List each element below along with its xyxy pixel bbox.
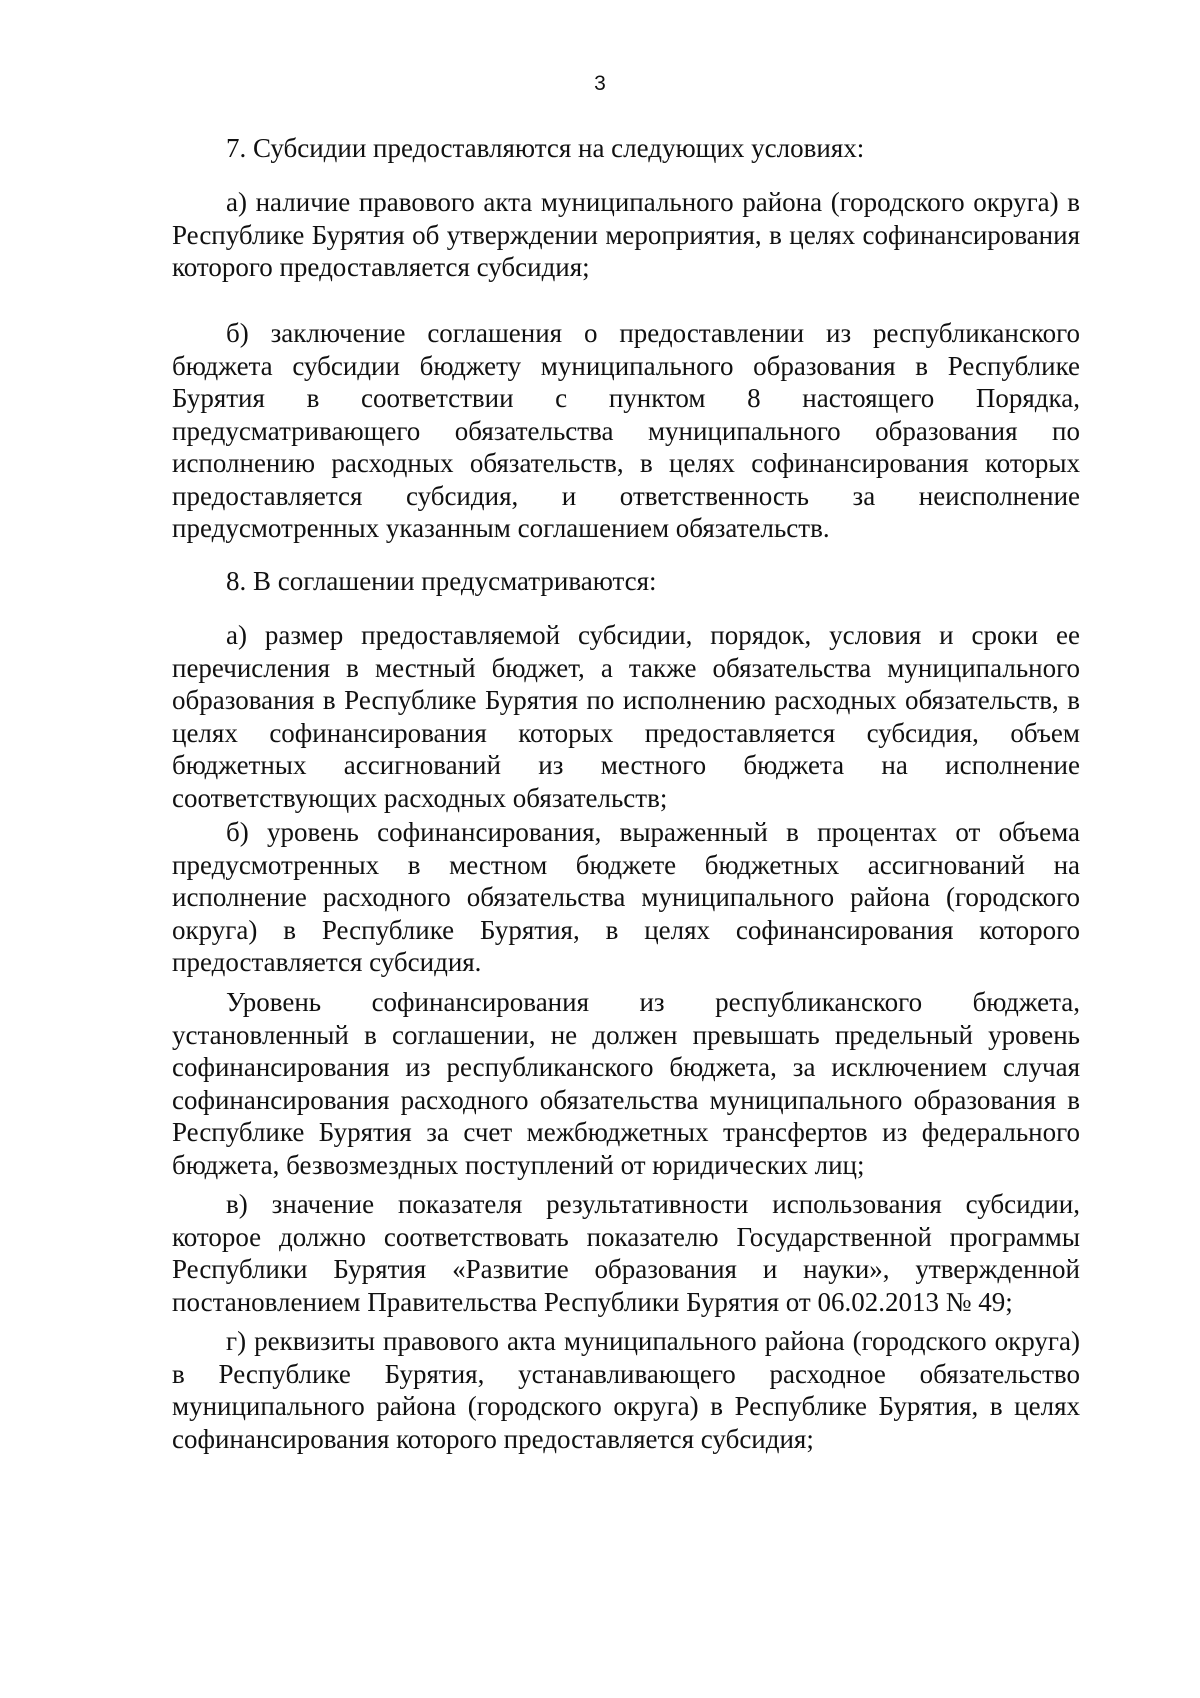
paragraph-8-heading: 8. В соглашении предусматриваются: xyxy=(226,566,657,596)
paragraph-8-item-a: а) размер предоставляемой субсидии, порядок, условия и сроки ее перечисления в местный бюджет, а также обязательства муниципального образования в Республике Бурятия по исполнению расходных обязательств, в целях софинансирования которых предоставляется субсидия, объем бюджетных ассигнований из местного бюджета на исполнение соответствующих расходных обязательств; xyxy=(172,620,1080,813)
paragraph-8-item-g: г) реквизиты правового акта муниципального района (городского округа) в Республике Бурятия, устанавливающего расходное обязательство муниципального района (городского округа) в Республике Бурятия, в целях софинансирования которого предоставляется субсидия; xyxy=(172,1326,1080,1454)
paragraph-7-item-b: б) заключение соглашения о предоставлении из республиканского бюджета субсидии бюджету муниципального образования в Республике Бурятия в соответствии с пунктом 8 настоящего Порядка, предусматривающего обязательства муниципального образования по исполнению расходных обязательств, в целях софинансирования которых предоставляется субсидия, и ответственность за неисполнение предусмотренных указанным соглашением обязательств. xyxy=(172,318,1080,543)
paragraph-7-heading: 7. Субсидии предоставляются на следующих условиях: xyxy=(226,133,865,163)
paragraph-8-item-v: в) значение показателя результативности использования субсидии, которое должно соответствовать показателю Государственной программы Республики Бурятия «Развитие образования и науки», утвержденной постановлением Правительства Республики Бурятия от 06.02.2013 № 49; xyxy=(172,1189,1080,1317)
page-number: 3 xyxy=(594,72,606,95)
paragraph-8-item-b: б) уровень софинансирования, выраженный в процентах от объема предусмотренных в местном бюджете бюджетных ассигнований на исполнение расходного обязательства муниципального района (городского округа) в Республике Бурятия, в целях софинансирования которого предоставляется субсидия. xyxy=(172,817,1080,977)
paragraph-8-cofinancing-note: Уровень софинансирования из республиканского бюджета, установленный в соглашении, не должен превышать предельный уровень софинансирования из республиканского бюджета, за исключением случая софинансирования расходного обязательства муниципального образования в Республике Бурятия за счет межбюджетных трансфертов из федерального бюджета, безвозмездных поступлений от юридических лиц; xyxy=(172,987,1080,1180)
paragraph-7-item-a: а) наличие правового акта муниципального района (городского округа) в Республике Бурятия об утверждении мероприятия, в целях софинансирования которого предоставляется субсидия; xyxy=(172,187,1080,282)
